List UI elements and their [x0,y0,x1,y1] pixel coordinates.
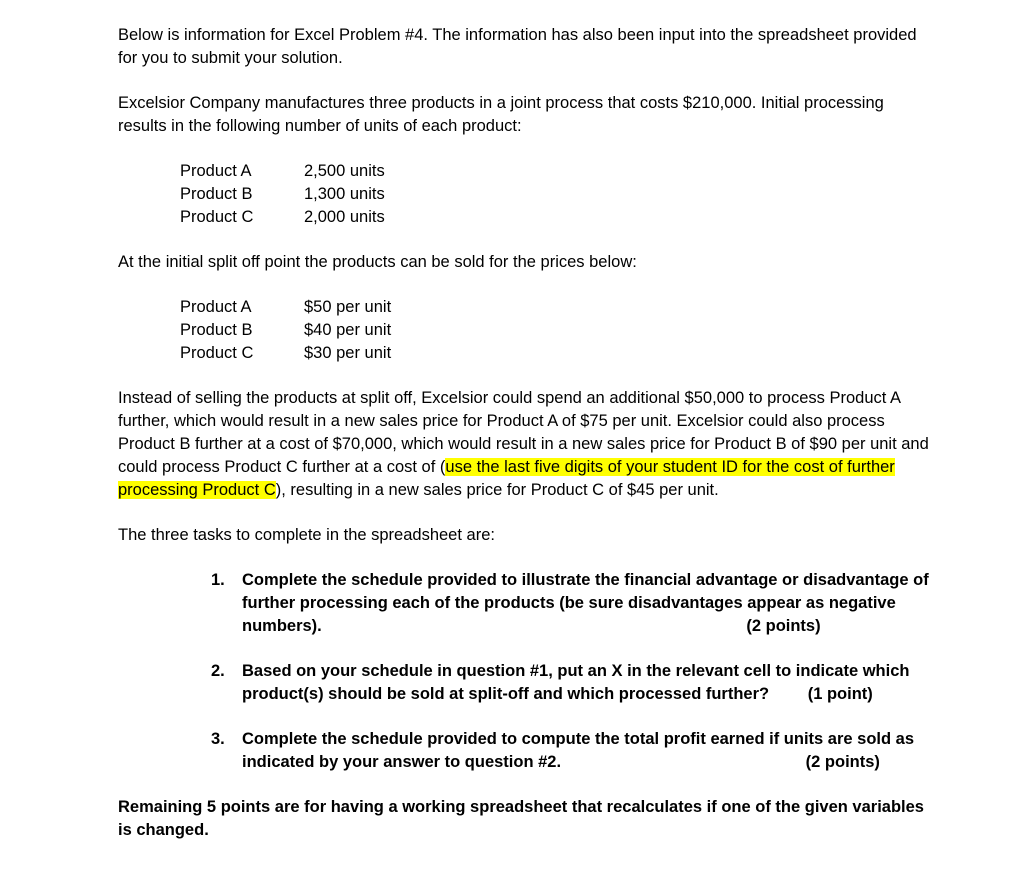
units-row [180,160,385,183]
task-text: Based on your schedule in question #1, put an X in the relevant cell to indicate which product(s) should be sold at split-off and which processed further? [242,662,910,703]
prices-product-value: $40 per unit [304,321,392,339]
prices-row [180,342,391,365]
units-row [180,183,385,206]
remaining-points-note: Remaining 5 points are for having a working spreadsheet that recalculates if one of the given variables is changed. [118,798,924,839]
units-product-name: Product A [180,162,252,180]
task-points: (2 points) [746,617,821,635]
tasks-intro: The three tasks to complete in the spreadsheet are: [118,526,495,544]
further-text-before: Instead of selling the products at split off, Excelsior could spend an additional $50,000 to process Product A further, which would result in a new sales price for Product A of $75 per unit. Excelsior could also process Product B further at a cost of $70,000, which would result in a new sales price for Product B of $90 per unit and could process Product C further at a cost of ( [118,389,929,476]
units-product-name: Product C [180,208,254,226]
task-number: 1. [211,571,225,589]
task-number: 2. [211,662,225,680]
further-text-after: ), resulting in a new sales price for Product C of $45 per unit. [275,481,719,499]
task-text: Complete the schedule provided to compute the total profit earned if units are sold as indicated by your answer to question #2. [242,730,915,771]
units-row [180,206,385,229]
units-product-value: 1,300 units [304,185,385,203]
further-processing-paragraph [118,387,933,502]
task-list [118,569,933,774]
split-off-intro: At the initial split off point the products can be sold for the prices below: [118,253,637,271]
prices-row [180,296,391,319]
scenario-paragraph: Excelsior Company manufactures three products in a joint process that costs $210,000. Initial processing results in the following number of units of each product: [118,94,884,135]
prices-product-value: $30 per unit [304,344,392,362]
intro-paragraph: Below is information for Excel Problem #4. The information has also been input into the spreadsheet provided for you to submit your solution. [118,26,917,67]
prices-product-name: Product A [180,298,252,316]
prices-product-name: Product B [180,321,253,339]
highlighted-student-id-note: use the last five digits of your student ID for the cost of further processing Product C [118,458,895,499]
task-text: Complete the schedule provided to illustrate the financial advantage or disadvantage of further processing each of the products (be sure disadvantages appear as negative numbers). [242,571,929,635]
units-table [180,160,385,229]
prices-product-value: $50 per unit [304,298,392,316]
task-points: (1 point) [807,685,873,703]
prices-product-name: Product C [180,344,254,362]
task-points: (2 points) [805,753,880,771]
task-item-3 [211,728,933,774]
document-page [118,24,933,842]
prices-table [180,296,391,365]
task-number: 3. [211,730,225,748]
units-product-name: Product B [180,185,253,203]
prices-row [180,319,391,342]
units-product-value: 2,000 units [304,208,385,226]
task-item-1 [211,569,933,638]
task-item-2 [211,660,933,706]
units-product-value: 2,500 units [304,162,385,180]
